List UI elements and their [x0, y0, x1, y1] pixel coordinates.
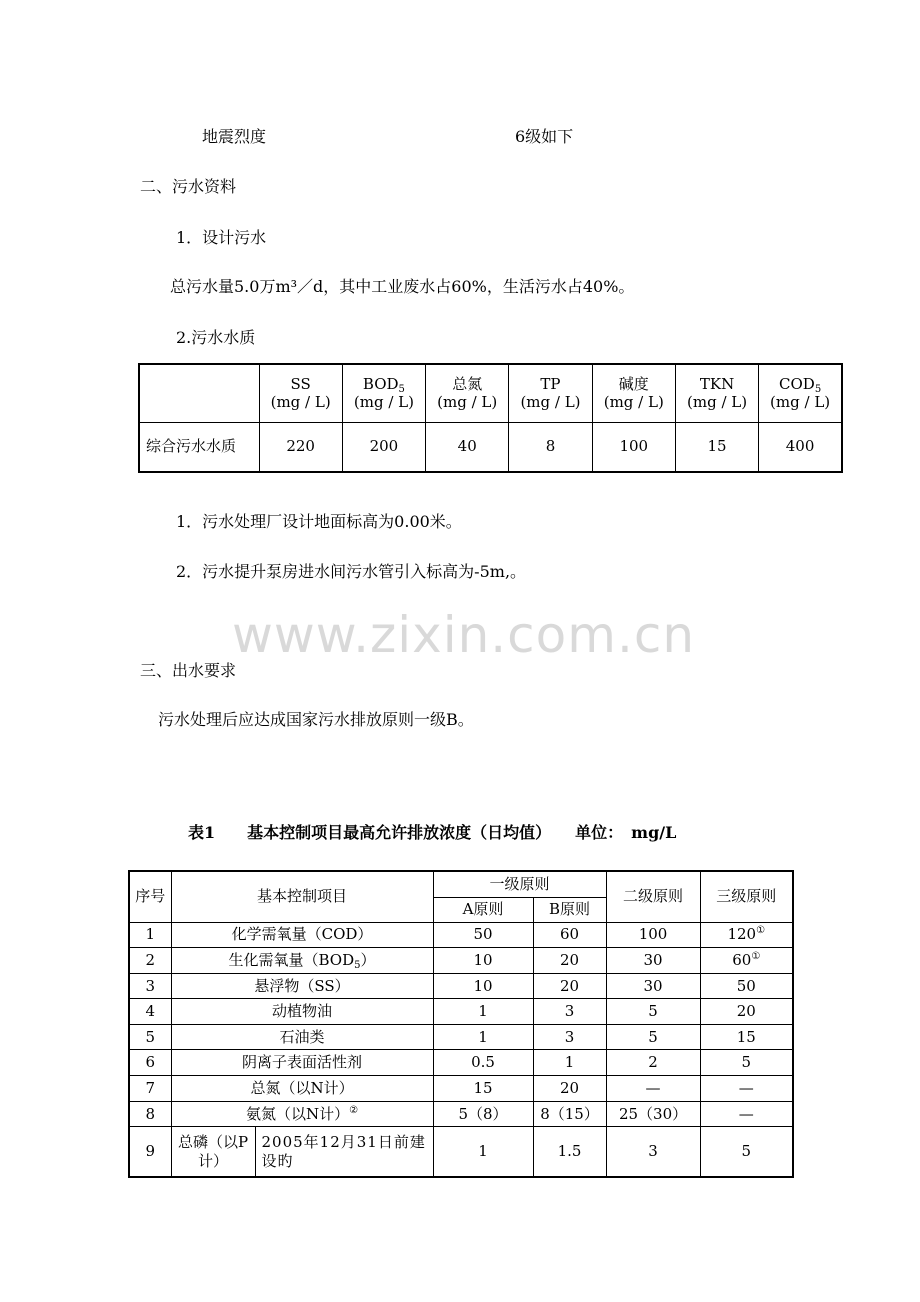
std-g3-cell: 50	[700, 973, 793, 999]
std-row-1	[129, 922, 793, 948]
std-g3-cell: 15	[700, 1024, 793, 1050]
quality-corner-cell	[139, 364, 259, 422]
quake-label: 地震烈度	[202, 127, 267, 146]
std-header-item: 基本控制项目	[171, 871, 433, 922]
std-a-cell: 15	[433, 1076, 533, 1102]
std-g3-cell: 5	[700, 1127, 793, 1177]
item2-title: 2.污水水质	[176, 328, 256, 347]
std-g2-cell: —	[606, 1076, 700, 1102]
note-1: 1．污水处理厂设计地面标高为0.00米。	[176, 512, 462, 531]
std-seq-cell: 4	[129, 999, 171, 1025]
std-g3-cell: 120①	[700, 922, 793, 948]
std-a-cell: 50	[433, 922, 533, 948]
std-b-cell: 1	[533, 1050, 606, 1076]
std-g3-cell: —	[700, 1101, 793, 1127]
std-b-cell: 3	[533, 1024, 606, 1050]
quality-value-cell: 200	[342, 422, 425, 472]
std-g3-cell: 20	[700, 999, 793, 1025]
std-b-cell: 8（15）	[533, 1101, 606, 1127]
std-header-grade1: 一级原则	[433, 871, 606, 897]
std-row-4	[129, 999, 793, 1025]
std-seq-cell: 5	[129, 1024, 171, 1050]
quality-header-cell: $BOD_5$ (mg / L)	[342, 364, 425, 422]
std-header-grade3: 三级原则	[700, 871, 793, 922]
std-row-6	[129, 1050, 793, 1076]
quake-value: 6级如下	[515, 127, 574, 146]
std-item-cell: 总氮（以N计）	[171, 1076, 433, 1102]
quality-header-cell: TKN (mg / L)	[675, 364, 758, 422]
std-seq-cell: 7	[129, 1076, 171, 1102]
std-header-seq: 序号	[129, 871, 171, 922]
item1-title: 1．设计污水	[176, 228, 267, 247]
std-header-grade2: 二级原则	[606, 871, 700, 922]
std-item-cell: 氨氮（以N计）②	[171, 1101, 433, 1127]
std-item-right-cell: 2005年12月31日前建设旳	[255, 1127, 433, 1177]
std-b-cell: 20	[533, 1076, 606, 1102]
watermark: www.zixin.com.cn	[232, 606, 696, 664]
std-g3-cell: 60①	[700, 948, 793, 974]
std-seq-cell: 6	[129, 1050, 171, 1076]
std-g2-cell: 5	[606, 999, 700, 1025]
note-2: 2．污水提升泵房进水间污水管引入标高为-5m,。	[176, 562, 527, 581]
std-b-cell: 60	[533, 922, 606, 948]
std-item-cell: 生化需氧量$(BOD_5)$	[171, 948, 433, 974]
std-header-a: A原则	[433, 897, 533, 922]
quality-value-cell: 100	[592, 422, 675, 472]
std-g2-cell: 5	[606, 1024, 700, 1050]
std-item-left-cell: 总磷（以P计）	[171, 1127, 255, 1177]
std-a-cell: 10	[433, 948, 533, 974]
quality-value-cell: 40	[426, 422, 509, 472]
std-row-3	[129, 973, 793, 999]
quality-header-cell: 总氮 (mg / L)	[426, 364, 509, 422]
std-row-2	[129, 948, 793, 974]
std-item-cell: 化学需氧量（COD）	[171, 922, 433, 948]
std-g3-cell: —	[700, 1076, 793, 1102]
std-a-cell: 1	[433, 999, 533, 1025]
std-g2-cell: 30	[606, 973, 700, 999]
std-seq-cell: 2	[129, 948, 171, 974]
std-row-7	[129, 1076, 793, 1102]
std-g2-cell: 100	[606, 922, 700, 948]
std-header-b: B原则	[533, 897, 606, 922]
quality-header-row	[139, 364, 842, 422]
section2-title: 二、污水资料	[140, 177, 237, 196]
section3-title: 三、出水要求	[140, 661, 237, 680]
std-a-cell: 1	[433, 1024, 533, 1050]
std-g2-cell: 30	[606, 948, 700, 974]
std-b-cell: 20	[533, 948, 606, 974]
quality-table	[138, 363, 843, 473]
table1-caption: 表1 基本控制项目最高允许排放浓度（日均值） 单位： mg/L	[188, 823, 677, 842]
quality-header-cell: SS (mg / L)	[259, 364, 342, 422]
quality-header-cell: $COD_5$ (mg / L)	[759, 364, 842, 422]
std-g2-cell: 3	[606, 1127, 700, 1177]
quality-value-cell: 400	[759, 422, 842, 472]
std-item-cell: 石油类	[171, 1024, 433, 1050]
flow-text: 总污水量5.0万m³／d，其中工业废水占60%，生活污水占40%。	[170, 277, 635, 296]
quality-value-cell: 8	[509, 422, 592, 472]
quality-value-row	[139, 422, 842, 472]
std-a-cell: 5（8）	[433, 1101, 533, 1127]
std-g2-cell: 25（30）	[606, 1101, 700, 1127]
std-a-cell: 1	[433, 1127, 533, 1177]
std-g2-cell: 2	[606, 1050, 700, 1076]
std-item-cell: 动植物油	[171, 999, 433, 1025]
std-b-cell: 1.5	[533, 1127, 606, 1177]
std-row-9	[129, 1127, 793, 1177]
quality-header-cell: 碱度 (mg / L)	[592, 364, 675, 422]
standards-table	[128, 870, 794, 1178]
std-seq-cell: 3	[129, 973, 171, 999]
std-seq-cell: 1	[129, 922, 171, 948]
std-row-5	[129, 1024, 793, 1050]
quality-row-label: 综合污水水质	[139, 422, 259, 472]
std-row-8	[129, 1101, 793, 1127]
std-b-cell: 3	[533, 999, 606, 1025]
std-a-cell: 10	[433, 973, 533, 999]
std-seq-cell: 9	[129, 1127, 171, 1177]
quality-value-cell: 220	[259, 422, 342, 472]
std-seq-cell: 8	[129, 1101, 171, 1127]
quality-header-cell: TP (mg / L)	[509, 364, 592, 422]
std-header-row	[129, 871, 793, 897]
quality-value-cell: 15	[675, 422, 758, 472]
std-item-cell: 阴离子表面活性剂	[171, 1050, 433, 1076]
std-item-cell: 悬浮物（SS）	[171, 973, 433, 999]
discharge-text: 污水处理后应达成国家污水排放原则一级B。	[158, 710, 474, 729]
std-b-cell: 20	[533, 973, 606, 999]
std-a-cell: 0.5	[433, 1050, 533, 1076]
std-g3-cell: 5	[700, 1050, 793, 1076]
